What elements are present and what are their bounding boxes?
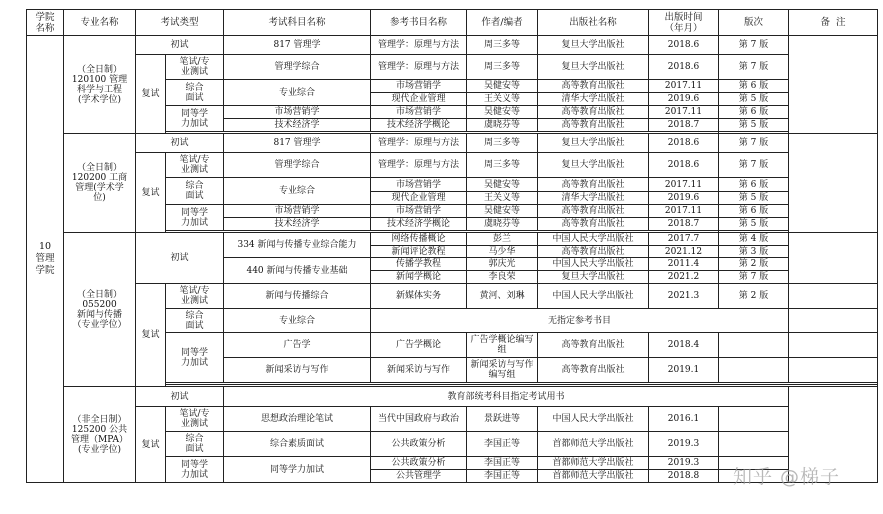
book-cell: 公共管理学 bbox=[371, 470, 467, 483]
publisher-cell: 中国人民大学出版社 bbox=[538, 258, 649, 271]
book-cell: 公共政策分析 bbox=[371, 432, 467, 457]
major-cell: （全日制） 055200 新闻与传播 （专业学位） bbox=[64, 233, 136, 387]
publisher-cell: 高等教育出版社 bbox=[538, 246, 649, 258]
book-cell: 传播学教程 bbox=[371, 258, 467, 271]
exam-type-cell: 复试 bbox=[136, 284, 166, 387]
author-cell: 王关义等 bbox=[467, 93, 538, 106]
date-cell: 2021.2 bbox=[649, 271, 719, 284]
table-row bbox=[27, 36, 878, 55]
author-cell: 李国正等 bbox=[467, 432, 538, 457]
exam-type-cell: 初试 bbox=[136, 387, 224, 407]
book-cell: 广告学概论 bbox=[371, 333, 467, 358]
author-cell: 景跃进等 bbox=[467, 407, 538, 432]
table-row bbox=[27, 153, 878, 178]
subject-cell: 市场营销学 bbox=[224, 205, 371, 218]
header-college: 学院 名称 bbox=[27, 10, 64, 36]
author-cell: 王关义等 bbox=[467, 192, 538, 205]
edition-cell: 第 7 版 bbox=[719, 134, 789, 153]
remark-cell bbox=[789, 333, 878, 358]
remark-cell bbox=[789, 233, 878, 284]
publisher-cell: 高等教育出版社 bbox=[538, 80, 649, 93]
subject-cell: 440 新闻与传播专业基础 bbox=[224, 258, 371, 284]
book-cell: 管理学：原理与方法 bbox=[371, 36, 467, 55]
edition-cell: 第 2 版 bbox=[719, 284, 789, 309]
author-cell: 周三多等 bbox=[467, 153, 538, 178]
book-cell: 公共政策分析 bbox=[371, 457, 467, 470]
author-cell: 彭兰 bbox=[467, 233, 538, 246]
book-cell: 管理学：原理与方法 bbox=[371, 153, 467, 178]
edition-cell: 第 4 版 bbox=[719, 233, 789, 246]
edition-cell: 第 7 版 bbox=[719, 55, 789, 80]
exam-subtype-cell: 综合 面试 bbox=[166, 309, 224, 333]
subject-cell: 新闻采访与写作 bbox=[224, 358, 371, 383]
author-cell: 新闻采访与写作编写组 bbox=[467, 358, 538, 383]
exam-subtype-cell: 综合 面试 bbox=[166, 432, 224, 457]
table-row bbox=[27, 284, 878, 309]
date-cell: 2021.3 bbox=[649, 284, 719, 309]
edition-cell bbox=[719, 432, 789, 457]
author-cell: 虞晓芬等 bbox=[467, 119, 538, 132]
date-cell: 2018.6 bbox=[649, 153, 719, 178]
exam-subtype-cell: 笔试/专 业测试 bbox=[166, 55, 224, 80]
exam-subtype-cell: 笔试/专 业测试 bbox=[166, 284, 224, 309]
subject-cell: 市场营销学 bbox=[224, 106, 371, 119]
date-cell: 2017.11 bbox=[649, 205, 719, 218]
header-major: 专业名称 bbox=[64, 10, 136, 36]
date-cell: 2019.6 bbox=[649, 192, 719, 205]
table-row bbox=[27, 134, 878, 153]
publisher-cell: 清华大学出版社 bbox=[538, 192, 649, 205]
subject-cell: 专业综合 bbox=[224, 178, 371, 205]
author-cell: 周三多等 bbox=[467, 134, 538, 153]
date-cell: 2016.1 bbox=[649, 407, 719, 432]
book-cell: 技术经济学概论 bbox=[371, 119, 467, 132]
author-cell: 吴健安等 bbox=[467, 106, 538, 119]
remark-cell bbox=[789, 358, 878, 383]
exam-subtype-cell: 综合 面试 bbox=[166, 80, 224, 106]
exam-subtype-cell: 同等学 力加试 bbox=[166, 333, 224, 383]
table-row bbox=[27, 407, 878, 432]
subject-cell: 334 新闻与传播专业综合能力 bbox=[224, 233, 371, 258]
publisher-cell: 高等教育出版社 bbox=[538, 333, 649, 358]
date-cell: 2018.4 bbox=[649, 333, 719, 358]
date-cell: 2011.4 bbox=[649, 258, 719, 271]
book-cell: 市场营销学 bbox=[371, 178, 467, 192]
author-cell: 李国正等 bbox=[467, 457, 538, 470]
edition-cell: 第 2 版 bbox=[719, 258, 789, 271]
edition-cell bbox=[719, 333, 789, 358]
major-cell: （全日制） 120200 工商 管理(学术学 位) bbox=[64, 134, 136, 233]
subject-cell: 专业综合 bbox=[224, 309, 371, 333]
book-cell: 现代企业管理 bbox=[371, 192, 467, 205]
publisher-cell: 高等教育出版社 bbox=[538, 205, 649, 218]
merged-note-cell: 教育部统考科目指定考试用书 bbox=[224, 387, 789, 407]
publisher-cell: 复旦大学出版社 bbox=[538, 36, 649, 55]
author-cell: 周三多等 bbox=[467, 36, 538, 55]
publisher-cell: 复旦大学出版社 bbox=[538, 271, 649, 284]
publisher-cell: 高等教育出版社 bbox=[538, 119, 649, 132]
exam-subtype-cell: 笔试/专 业测试 bbox=[166, 407, 224, 432]
author-cell: 李良荣 bbox=[467, 271, 538, 284]
edition-cell bbox=[719, 358, 789, 383]
edition-cell: 第 5 版 bbox=[719, 93, 789, 106]
zhihu-watermark: 知乎 @梯子 bbox=[733, 466, 841, 488]
date-cell: 2017.11 bbox=[649, 80, 719, 93]
date-cell: 2021.12 bbox=[649, 246, 719, 258]
college-cell: 10 管理 学院 bbox=[27, 36, 64, 483]
subject-cell: 广告学 bbox=[224, 333, 371, 358]
table-row bbox=[27, 55, 878, 80]
subject-cell: 管理学综合 bbox=[224, 153, 371, 178]
table-row bbox=[27, 233, 878, 246]
date-cell: 2017.11 bbox=[649, 106, 719, 119]
book-cell: 市场营销学 bbox=[371, 205, 467, 218]
table-row bbox=[27, 387, 878, 407]
edition-cell: 第 5 版 bbox=[719, 192, 789, 205]
exam-type-cell: 复试 bbox=[136, 153, 166, 233]
subject-cell: 技术经济学 bbox=[224, 218, 371, 231]
exam-subtype-cell: 笔试/专 业测试 bbox=[166, 153, 224, 178]
author-cell: 广告学概论编写组 bbox=[467, 333, 538, 358]
edition-cell bbox=[719, 407, 789, 432]
author-cell: 吴健安等 bbox=[467, 178, 538, 192]
edition-cell: 第 5 版 bbox=[719, 218, 789, 231]
publisher-cell: 高等教育出版社 bbox=[538, 178, 649, 192]
date-cell: 2018.8 bbox=[649, 470, 719, 483]
publisher-cell: 首都师范大学出版社 bbox=[538, 457, 649, 470]
author-cell: 马少华 bbox=[467, 246, 538, 258]
edition-cell: 第 7 版 bbox=[719, 153, 789, 178]
date-cell: 2018.7 bbox=[649, 119, 719, 132]
header-subject: 考试科目名称 bbox=[224, 10, 371, 36]
book-cell: 网络传播概论 bbox=[371, 233, 467, 246]
publisher-cell: 高等教育出版社 bbox=[538, 218, 649, 231]
exam-subtype-cell: 同等学 力加试 bbox=[166, 106, 224, 132]
edition-cell: 第 7 版 bbox=[719, 271, 789, 284]
author-cell: 吴健安等 bbox=[467, 205, 538, 218]
header-publisher: 出版社名称 bbox=[538, 10, 649, 36]
exam-type-cell: 初试 bbox=[136, 134, 224, 153]
edition-cell: 第 6 版 bbox=[719, 178, 789, 192]
author-cell: 李国正等 bbox=[467, 470, 538, 483]
publisher-cell: 中国人民大学出版社 bbox=[538, 284, 649, 309]
subject-cell: 管理学综合 bbox=[224, 55, 371, 80]
book-cell: 新闻采访与写作 bbox=[371, 358, 467, 383]
date-cell: 2018.6 bbox=[649, 36, 719, 55]
author-cell: 郭庆光 bbox=[467, 258, 538, 271]
date-cell: 2018.7 bbox=[649, 218, 719, 231]
exam-type-cell: 复试 bbox=[136, 55, 166, 134]
exam-type-cell: 复试 bbox=[136, 407, 166, 483]
header-edition: 版次 bbox=[719, 10, 789, 36]
subject-cell: 综合素质面试 bbox=[224, 432, 371, 457]
edition-cell: 第 7 版 bbox=[719, 36, 789, 55]
publisher-cell: 高等教育出版社 bbox=[538, 106, 649, 119]
publisher-cell: 中国人民大学出版社 bbox=[538, 407, 649, 432]
edition-cell: 第 5 版 bbox=[719, 119, 789, 132]
book-cell: 当代中国政府与政治 bbox=[371, 407, 467, 432]
date-cell: 2018.6 bbox=[649, 55, 719, 80]
subject-cell: 同等学力加试 bbox=[224, 457, 371, 483]
major-cell: （全日制） 120100 管理 科学与工程 (学术学位) bbox=[64, 36, 136, 134]
subject-cell: 817 管理学 bbox=[224, 36, 371, 55]
book-cell: 技术经济学概论 bbox=[371, 218, 467, 231]
header-book: 参考书目名称 bbox=[371, 10, 467, 36]
publisher-cell: 复旦大学出版社 bbox=[538, 153, 649, 178]
edition-cell: 第 6 版 bbox=[719, 106, 789, 119]
exam-type-cell: 初试 bbox=[136, 233, 224, 284]
exam-subtype-cell: 同等学 力加试 bbox=[166, 457, 224, 483]
book-cell: 新闻学概论 bbox=[371, 271, 467, 284]
subject-cell: 思想政治理论笔试 bbox=[224, 407, 371, 432]
author-cell: 吴健安等 bbox=[467, 80, 538, 93]
date-cell: 2017.7 bbox=[649, 233, 719, 246]
book-cell: 市场营销学 bbox=[371, 80, 467, 93]
book-cell: 新媒体实务 bbox=[371, 284, 467, 309]
subject-cell: 技术经济学 bbox=[224, 119, 371, 132]
merged-note-cell: 无指定参考书目 bbox=[371, 309, 789, 333]
date-cell: 2019.3 bbox=[649, 432, 719, 457]
header-date: 出版时间 （年月） bbox=[649, 10, 719, 36]
publisher-cell: 中国人民大学出版社 bbox=[538, 233, 649, 246]
major-cell: （非全日制） 125200 公共 管理（MPA） (专业学位) bbox=[64, 387, 136, 483]
publisher-cell: 首都师范大学出版社 bbox=[538, 432, 649, 457]
date-cell: 2018.6 bbox=[649, 134, 719, 153]
subject-cell: 新闻与传播综合 bbox=[224, 284, 371, 309]
date-cell: 2017.11 bbox=[649, 178, 719, 192]
publisher-cell: 清华大学出版社 bbox=[538, 93, 649, 106]
date-cell: 2019.3 bbox=[649, 457, 719, 470]
exam-type-cell: 初试 bbox=[136, 36, 224, 55]
header-row bbox=[27, 10, 878, 36]
subject-cell: 817 管理学 bbox=[224, 134, 371, 153]
publisher-cell: 高等教育出版社 bbox=[538, 358, 649, 383]
header-remark: 备 注 bbox=[789, 10, 878, 36]
remark-cell bbox=[789, 134, 878, 233]
book-cell: 新闻评论教程 bbox=[371, 246, 467, 258]
author-cell: 虞晓芬等 bbox=[467, 218, 538, 231]
author-cell: 黄河、刘琳 bbox=[467, 284, 538, 309]
exam-subtype-cell: 同等学 力加试 bbox=[166, 205, 224, 231]
publisher-cell: 复旦大学出版社 bbox=[538, 55, 649, 80]
author-cell: 周三多等 bbox=[467, 55, 538, 80]
date-cell: 2019.6 bbox=[649, 93, 719, 106]
edition-cell: 第 6 版 bbox=[719, 205, 789, 218]
remark-cell bbox=[789, 36, 878, 134]
book-cell: 管理学：原理与方法 bbox=[371, 55, 467, 80]
remark-cell bbox=[789, 284, 878, 309]
reference-book-table bbox=[26, 9, 878, 483]
remark-cell bbox=[789, 309, 878, 333]
exam-subtype-cell: 综合 面试 bbox=[166, 178, 224, 205]
header-author: 作者/编者 bbox=[467, 10, 538, 36]
subject-cell: 专业综合 bbox=[224, 80, 371, 106]
edition-cell: 第 6 版 bbox=[719, 80, 789, 93]
book-cell: 市场营销学 bbox=[371, 106, 467, 119]
admission-bibliography-sheet bbox=[26, 9, 878, 483]
book-cell: 管理学：原理与方法 bbox=[371, 134, 467, 153]
publisher-cell: 复旦大学出版社 bbox=[538, 134, 649, 153]
edition-cell: 第 3 版 bbox=[719, 246, 789, 258]
date-cell: 2019.1 bbox=[649, 358, 719, 383]
header-exam-type: 考试类型 bbox=[136, 10, 224, 36]
publisher-cell: 首都师范大学出版社 bbox=[538, 470, 649, 483]
book-cell: 现代企业管理 bbox=[371, 93, 467, 106]
